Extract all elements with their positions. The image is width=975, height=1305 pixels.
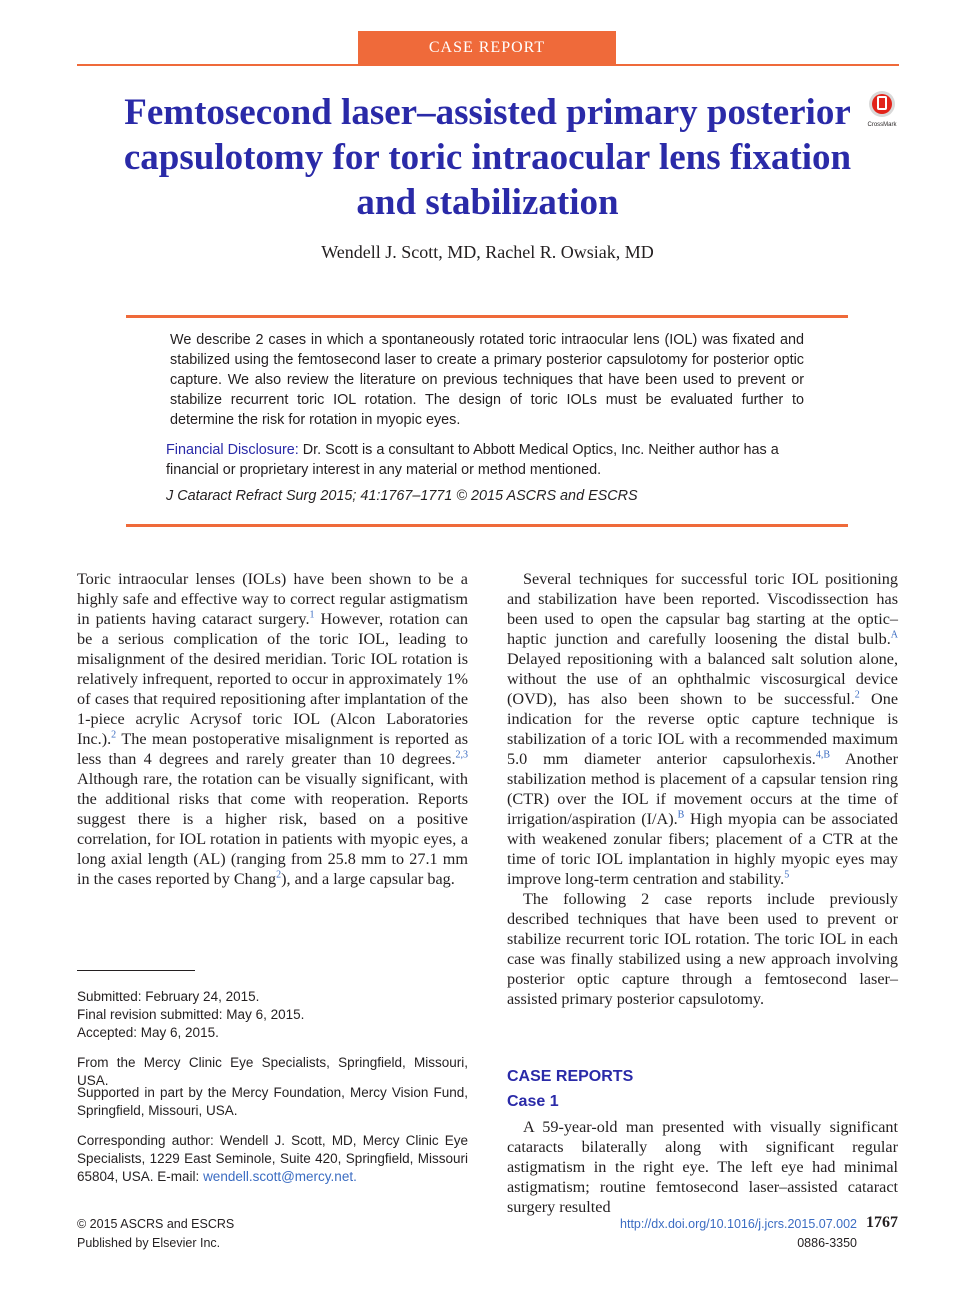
- doi-link[interactable]: http://dx.doi.org/10.1016/j.jcrs.2015.07.002: [620, 1217, 857, 1231]
- techniques-paragraph: Several techniques for successful toric IOL positioning and stabilization have been reported. Viscodissection has been used to open the capsular bag starting at the optic–haptic junction and carefully loosening the distal bulb.$^A$ Delayed repositioning with a balanced salt solution alone, without the use of an ophthalmic viscosurgical device (OVD), has also been shown to be successful.$^2$ One indication for the reverse optic capture technique is stabilization of a toric IOL with a recommended maximum 5.0 mm diameter anterior capsulorhexis.$^{4,B}$ Another stabilization method is placement of a capsular tension ring (CTR) over the IOL if movement occurs at the time of irrigation/aspiration (I/A).$^B$ High myopia can be associated with weakened zonular fibers; placement of a CTR at the time of toric IOL implantation in highly myopic eyes may improve long-term centration and stability.$^5$: [507, 570, 899, 888]
- reference-link[interactable]: 2,3: [455, 749, 468, 761]
- footnote-rule: [77, 970, 195, 971]
- header-rule: [77, 64, 899, 66]
- reference-link[interactable]: A: [890, 629, 898, 641]
- accepted-date: Accepted: May 6, 2015.: [77, 1025, 219, 1040]
- financial-disclosure-label: Financial Disclosure:: [166, 442, 299, 458]
- reference-link[interactable]: 2: [276, 869, 282, 881]
- reference-link[interactable]: 4,B: [815, 749, 830, 761]
- email-link[interactable]: wendell.scott@mercy.net.: [203, 1169, 357, 1184]
- case-overview-paragraph: The following 2 case reports include previously described techniques that have been used to prevent or stabilize recurrent toric IOL rotation. The toric IOL in each case was finally stabilized using a new approach involving posterior optic capture through a femtosecond laser–assisted primary posterior capsulotomy.: [507, 890, 898, 1008]
- revision-date: Final revision submitted: May 6, 2015.: [77, 1007, 305, 1022]
- abstract-top-rule: [126, 315, 848, 318]
- crossmark-label: CrossMark: [867, 122, 897, 128]
- left-column-body: [77, 569, 468, 889]
- journal-citation: J Cataract Refract Surg 2015; 41:1767–1771 © 2015 ASCRS and ESCRS: [166, 488, 638, 504]
- reference-link[interactable]: 5: [784, 869, 790, 881]
- corresponding-author: Corresponding author: Wendell J. Scott, MD, Mercy Clinic Eye Specialists, 1229 East Seminole, Suite 420, Springfield, Missouri 65804, USA. E-mail: wendell.scott@mercy.net.: [77, 1133, 468, 1184]
- affiliation: From the Mercy Clinic Eye Specialists, Springfield, Missouri, USA.: [77, 1055, 468, 1088]
- issn: 0886-3350: [797, 1236, 857, 1250]
- abstract-text: We describe 2 cases in which a spontaneously rotated toric intraocular lens (IOL) was fixated and stabilized using the femtosecond laser to create a primary posterior capsulotomy for posterior optic capture. We also review the literature on previous techniques that have been used to prevent or stabilize recurrent toric IOL rotation. The design of toric IOLs must be evaluated further to determine the risk for rotation in myopic eyes.: [170, 332, 804, 428]
- crossmark-icon[interactable]: [862, 89, 902, 129]
- case-reports-heading: CASE REPORTS: [507, 1068, 634, 1085]
- reference-link[interactable]: 2: [111, 729, 117, 741]
- case-1-heading: Case 1: [507, 1093, 559, 1110]
- page-number: 1767: [866, 1214, 898, 1231]
- financial-disclosure: [166, 440, 811, 480]
- abstract-bottom-rule: [126, 524, 848, 527]
- funding-support: Supported in part by the Mercy Foundation, Mercy Vision Fund, Springfield, Missouri, USA.: [77, 1085, 468, 1118]
- section-label: CASE REPORT: [358, 31, 616, 65]
- intro-paragraph: Toric intraocular lenses (IOLs) have been shown to be a highly safe and effective way to correct regular astigmatism in patients having cataract surgery.$^1$ However, rotation can be a serious complication of the toric IOL, leading to misalignment of the desired meridian. Toric IOL rotation is relatively infrequent, reported to occur in approximately 1% of cases that required repositioning after implantation of the 1-piece acrylic Acrysof toric IOL (Alcon Laboratories Inc.).$^2$ The mean postoperative misalignment is reported as less than 4 degrees and rarely greater than 10 degrees.$^{2,3}$ Although rare, the rotation can be visually significant, with the additional risks that come with reoperation. Reports suggest there is a higher risk, based on a positive correlation, for IOL rotation in patients with myopic eyes, a long axial length (AL) (ranging from 25.8 mm to 27.1 mm in the cases reported by Chang$^2$), and a large capsular bag.: [77, 570, 468, 888]
- case-1-text: A 59-year-old man presented with visually significant cataracts bilaterally along with significant regular astigmatism in the right eye. The left eye had minimal astigmatism; routine femtosecond laser–assisted cataract surgery resulted: [507, 1118, 898, 1216]
- reference-link[interactable]: 1: [309, 609, 315, 621]
- right-column-body: [507, 569, 898, 1009]
- reference-link[interactable]: B: [677, 809, 685, 821]
- submitted-date: Submitted: February 24, 2015.: [77, 989, 260, 1004]
- reference-link[interactable]: 2: [854, 689, 860, 701]
- article-title: Femtosecond laser–assisted primary posterior capsulotomy for toric intraocular lens fixation and stabilization: [123, 92, 852, 223]
- footer-publisher: Published by Elsevier Inc.: [77, 1236, 221, 1250]
- authors: Wendell J. Scott, MD, Rachel R. Owsiak, MD: [321, 242, 654, 262]
- footer-copyright: © 2015 ASCRS and ESCRS: [77, 1217, 235, 1231]
- submission-dates: [77, 988, 468, 1042]
- financial-disclosure-text: Dr. Scott is a consultant to Abbott Medical Optics, Inc. Neither author has a financial or proprietary interest in any material or method mentioned.: [166, 442, 779, 478]
